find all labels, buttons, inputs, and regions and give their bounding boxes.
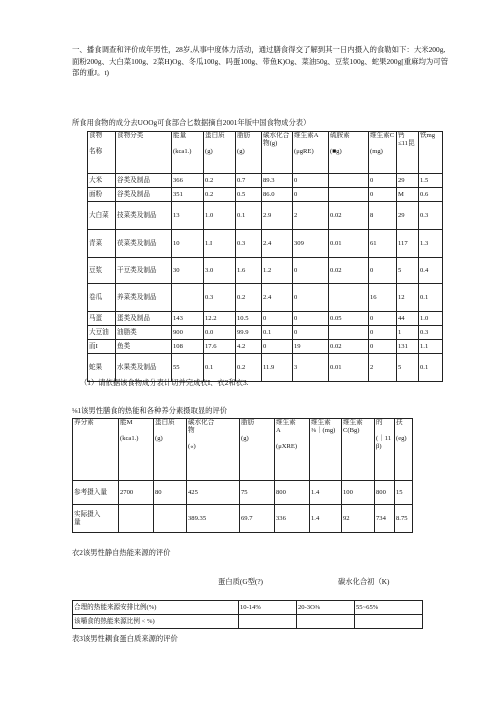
t1-cell: 0: [369, 188, 397, 202]
t1-cell: 0.01: [329, 354, 369, 382]
t1-cell: 0: [293, 326, 329, 340]
t1-cell: 马蛋: [88, 312, 116, 326]
t1-cell: 豆浆: [88, 258, 116, 284]
t1-cell: 0: [293, 258, 329, 284]
t1-cell: 16: [369, 284, 397, 312]
t1-header-cell: 维生素C (mg): [369, 132, 397, 174]
table2-caption: ⅛1该男性膳食的热能和各种养分素摄取显的评价: [72, 406, 228, 415]
t1-cell: 养菜类及制品: [116, 284, 172, 312]
t3-cell: 10-14%: [239, 601, 297, 615]
t2-row: [73, 481, 413, 505]
t2-header-cell: 维生素 C(Bg): [342, 419, 375, 481]
t2-cell: [119, 505, 154, 533]
t1-cell: 大白菜: [88, 202, 116, 230]
t1-cell: 99.9: [236, 326, 262, 340]
t1-cell: 11.9: [262, 354, 293, 382]
t1-row: [88, 230, 443, 258]
t1-cell: 2.4: [262, 230, 293, 258]
t1-cell: 13: [172, 202, 204, 230]
t2-cell: 1.4: [310, 481, 342, 505]
t1-cell: 29: [397, 174, 419, 188]
t1-cell: 2.4: [262, 284, 293, 312]
t1-row: [88, 202, 443, 230]
t1-cell: 61: [369, 230, 397, 258]
t1-row: [88, 312, 443, 326]
t3-row: [73, 601, 423, 615]
t1-cell: 1.0: [419, 312, 443, 326]
t2-cell: 69.7: [240, 505, 275, 533]
t3-cell: 55~65%: [355, 601, 423, 615]
t1-cell: 1.2: [262, 258, 293, 284]
t1-header-cell: 硫胺素 (■g): [329, 132, 369, 174]
t1-header-row: [88, 132, 443, 174]
t1-cell: 86.0: [262, 188, 293, 202]
intake-evaluation-table: [72, 418, 413, 533]
t2-header-cell: 脂肪 (g): [240, 419, 275, 481]
t1-cell: 0: [293, 284, 329, 312]
t1-cell: 17.6: [204, 340, 236, 354]
t1-cell: 30: [172, 258, 204, 284]
t2-header-cell: 维生素 ⅜｜(mg): [310, 419, 342, 481]
t1-cell: 青菜: [88, 230, 116, 258]
t1-cell: 2.9: [262, 202, 293, 230]
t1-cell: 1: [397, 326, 419, 340]
t1-header-cell: 食物分类: [116, 132, 172, 174]
t1-cell: 0.3: [204, 284, 236, 312]
t1-cell: 44: [397, 312, 419, 326]
t1-row: [88, 284, 443, 312]
t3-cell: 合理的热能来源安排比例(%): [73, 601, 239, 615]
t1-cell: 10.5: [236, 312, 262, 326]
t1-cell: 鱼类: [116, 340, 172, 354]
t1-cell: 0: [293, 174, 329, 188]
t1-cell: 0: [369, 258, 397, 284]
t1-header-cell: 碳水化合 物(g): [262, 132, 293, 174]
t1-cell: 0: [293, 188, 329, 202]
t1-cell: M: [397, 188, 419, 202]
t1-cell: 108: [172, 340, 204, 354]
intro-paragraph: 一、播食调查和评价成年男性，28岁,从事中度体力活动，通过膳食得交了解到其一日内摄入的食勒如下：大米200g,面粉200g、大白菜100g、2菜H)Og、冬瓜100g、吗蛋100g、带鱼K)Og、菜油50g、豆浆100g、蛇果200g[重麻均为可管部的重J。t): [72, 45, 449, 77]
t1-cell: 0: [369, 326, 397, 340]
t3-row: [73, 615, 423, 629]
t1-cell: 0.2: [236, 354, 262, 382]
t1-cell: 0.6: [419, 188, 443, 202]
t1-cell: 2: [369, 354, 397, 382]
t1-header-cell: 铁mg: [419, 132, 443, 174]
t1-cell: 大米: [88, 174, 116, 188]
t1-cell: 0.3: [419, 202, 443, 230]
t1-cell: 351: [172, 188, 204, 202]
t1-cell: 大豆油: [88, 326, 116, 340]
t1-cell: 3.0: [204, 258, 236, 284]
t1-cell: 0: [369, 174, 397, 188]
table3-col-carb: 碳水化合初（K): [338, 577, 390, 586]
t1-cell: 0.7: [236, 174, 262, 188]
t1-cell: 0.05: [329, 312, 369, 326]
table3-col-protein: 蛋白质(G型(?): [218, 577, 263, 586]
t2-cell: 800: [275, 481, 310, 505]
t1-cell: 3: [293, 354, 329, 382]
t1-cell: 0.02: [329, 340, 369, 354]
t1-row: [88, 188, 443, 202]
t1-cell: 5: [397, 258, 419, 284]
t1-cell: 29: [397, 202, 419, 230]
t1-cell: [172, 284, 204, 312]
t2-header-row: [73, 419, 413, 481]
t1-cell: 茯菜类及制品: [116, 230, 172, 258]
t2-cell: 1.4: [310, 505, 342, 533]
t1-cell: 干豆类及制品: [116, 258, 172, 284]
t2-header-cell: 蛋白质 (g): [154, 419, 187, 481]
t1-cell: 谷类及制品: [116, 174, 172, 188]
t1-row: [88, 326, 443, 340]
t1-header-cell: 维生素A (μgRE): [293, 132, 329, 174]
t1-cell: 0: [262, 312, 293, 326]
t2-cell: 8.75: [395, 505, 413, 533]
t1-cell: 131: [397, 340, 419, 354]
t1-cell: 5: [397, 354, 419, 382]
t1-cell: 卷瓜: [88, 284, 116, 312]
t1-row: [88, 340, 443, 354]
t2-cell: 100: [342, 481, 375, 505]
t1-cell: 0.01: [329, 230, 369, 258]
t1-cell: 900: [172, 326, 204, 340]
t1-cell: 0.02: [329, 258, 369, 284]
t1-cell: 0.1: [419, 284, 443, 312]
t2-header-cell: 养分素: [73, 419, 119, 481]
t2-header-cell: 扶 (eg): [395, 419, 413, 481]
t3-cell: [297, 615, 355, 629]
t1-cell: 2: [293, 202, 329, 230]
t3-cell: 20-3O⅜: [297, 601, 355, 615]
t2-cell: [154, 505, 187, 533]
t1-cell: 蛋类及制品: [116, 312, 172, 326]
t1-cell: 55: [172, 354, 204, 382]
t2-header-cell: 碳水化合 物 («): [187, 419, 240, 481]
t1-cell: 0.0: [204, 326, 236, 340]
t3-cell: 该嚼食的热能来源比例 < %): [73, 615, 239, 629]
t1-cell: [329, 284, 369, 312]
t1-row: [88, 258, 443, 284]
t1-cell: 技菜类及制品: [116, 202, 172, 230]
t1-cell: 0.2: [236, 284, 262, 312]
table1-note: （1）请依据该食物成分表计切并完成衣I、衣2和衣3.: [80, 378, 249, 387]
t2-cell: 75: [240, 481, 275, 505]
t1-cell: 蛇果: [88, 354, 116, 382]
energy-source-table: [72, 600, 423, 629]
t2-header-cell: 能M (kca1.): [119, 419, 154, 481]
t1-cell: 4.2: [236, 340, 262, 354]
t2-cell: 734: [375, 505, 395, 533]
t1-cell: 水果类及制品: [116, 354, 172, 382]
t1-cell: [329, 326, 369, 340]
t1-cell: 0.3: [236, 230, 262, 258]
t1-cell: 1.6: [236, 258, 262, 284]
t1-cell: 366: [172, 174, 204, 188]
t1-cell: 8: [369, 202, 397, 230]
t1-cell: 0: [369, 312, 397, 326]
t1-cell: 0.02: [329, 202, 369, 230]
t1-cell: 而I: [88, 340, 116, 354]
t1-cell: 面粉: [88, 188, 116, 202]
t1-cell: 0.4: [419, 258, 443, 284]
t2-cell: 336: [275, 505, 310, 533]
t2-cell: 425: [187, 481, 240, 505]
t3-cell: [355, 615, 423, 629]
t1-cell: 1.I: [204, 230, 236, 258]
t1-cell: 309: [293, 230, 329, 258]
t1-cell: 10: [172, 230, 204, 258]
t1-cell: 0.1: [262, 326, 293, 340]
table1-caption: 所食用食物的成分去UOOg可食部合匕数据摘自2001年版中国食物成分表）: [72, 118, 311, 127]
t2-cell: 2700: [119, 481, 154, 505]
t2-row: [73, 505, 413, 533]
t2-cell: 实际摄入 量: [73, 505, 119, 533]
t1-cell: 19: [293, 340, 329, 354]
t1-cell: 谷类及制品: [116, 188, 172, 202]
t1-cell: 0.2: [204, 188, 236, 202]
t1-header-cell: 食物 名称: [88, 132, 116, 174]
t1-cell: 油脂类: [116, 326, 172, 340]
t1-header-cell: 能量 (kca1.): [172, 132, 204, 174]
table3-caption: 衣2该男性静自热能来源的评价: [72, 548, 171, 557]
t2-header-cell: 的 (｜11 β): [375, 419, 395, 481]
t1-cell: 1.0: [204, 202, 236, 230]
t2-cell: 15: [395, 481, 413, 505]
t1-cell: 1.3: [419, 230, 443, 258]
t1-cell: 0.2: [204, 174, 236, 188]
t3-cell: [239, 615, 297, 629]
t1-header-cell: 钙 ≤11昆: [397, 132, 419, 174]
t1-cell: [329, 174, 369, 188]
t1-cell: 0.1: [236, 202, 262, 230]
t2-cell: 800: [375, 481, 395, 505]
food-composition-table: [87, 131, 443, 382]
t1-row: [88, 174, 443, 188]
t1-cell: [329, 188, 369, 202]
t2-header-cell: 维生素 A (μXRE): [275, 419, 310, 481]
t1-cell: 1.5: [419, 174, 443, 188]
t1-cell: 117: [397, 230, 419, 258]
t1-cell: 89.3: [262, 174, 293, 188]
t2-cell: 参考摄入量: [73, 481, 119, 505]
t1-cell: 0.5: [236, 188, 262, 202]
t1-cell: 0.1: [419, 354, 443, 382]
t1-cell: 0: [293, 312, 329, 326]
t1-cell: 143: [172, 312, 204, 326]
t1-cell: 12.2: [204, 312, 236, 326]
t1-header-cell: 脂肪 (g): [236, 132, 262, 174]
t2-cell: 389.35: [187, 505, 240, 533]
t2-cell: 92: [342, 505, 375, 533]
t1-cell: 1.1: [419, 340, 443, 354]
t1-cell: 0: [369, 340, 397, 354]
t1-cell: 12: [397, 284, 419, 312]
table4-caption: 表3该男性耦食蛋白质来源的评价: [72, 634, 178, 643]
t1-header-cell: 蛋白质 (g): [204, 132, 236, 174]
t2-cell: 80: [154, 481, 187, 505]
t1-cell: 0: [262, 340, 293, 354]
t1-cell: 0.3: [419, 326, 443, 340]
t1-cell: 0.1: [204, 354, 236, 382]
